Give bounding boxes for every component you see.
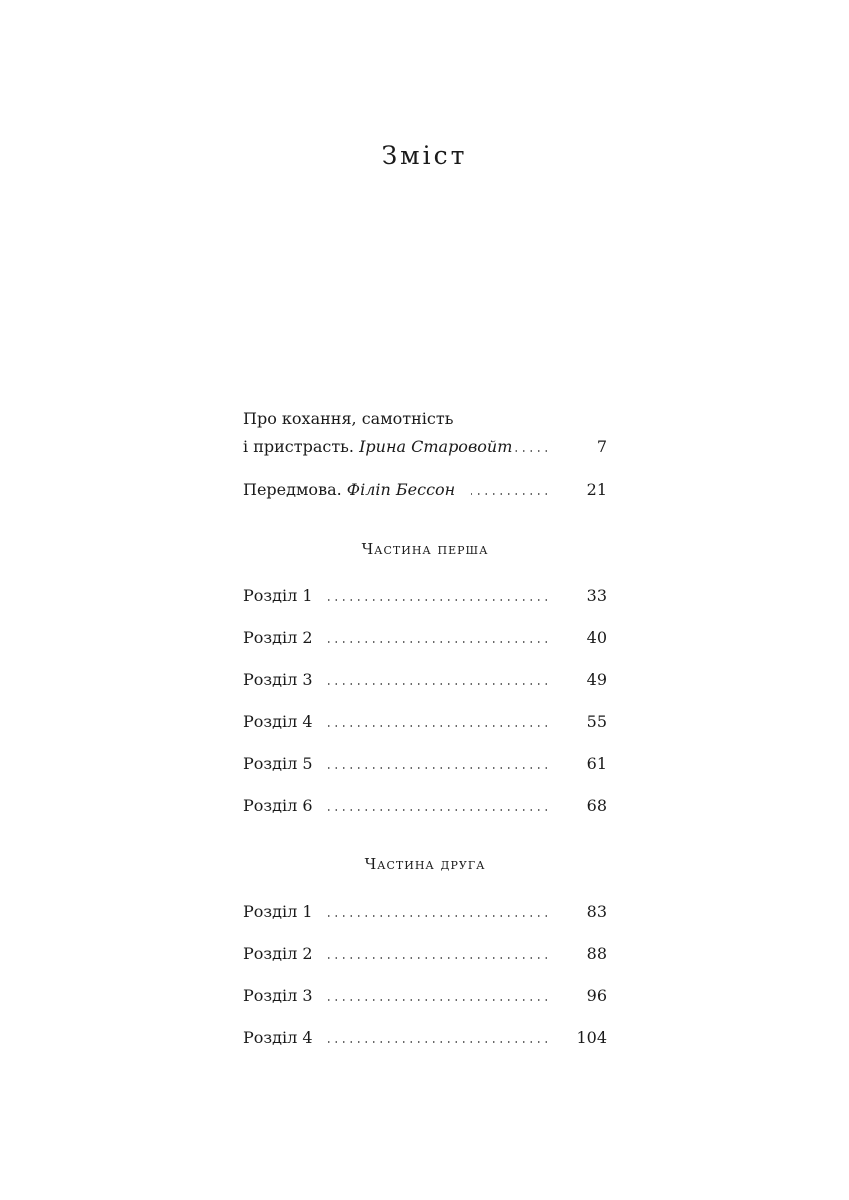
toc-entry-page: 96 [586, 986, 607, 1005]
toc-entry-label: Розділ 5 [243, 754, 313, 773]
page-title: Зміст [381, 141, 468, 170]
toc-entry-page: 40 [586, 628, 607, 647]
dot-leader [323, 999, 550, 1001]
toc-entry-label: Розділ 2 [243, 944, 313, 963]
toc-entry-part1-ch3[interactable] [243, 668, 607, 692]
toc-entry-author: Ірина Старовойт [359, 437, 513, 456]
toc-entry-part2-ch4[interactable] [243, 1026, 607, 1050]
toc-entry-part1-ch5[interactable] [243, 752, 607, 776]
toc-entry-page: 55 [586, 712, 607, 731]
toc-entry-page: 88 [586, 944, 607, 963]
toc-entry-part1-ch1[interactable] [243, 584, 607, 608]
toc-entry-part2-ch2[interactable] [243, 942, 607, 966]
dot-leader [323, 767, 550, 769]
toc-entry-part1-ch2[interactable] [243, 626, 607, 650]
toc-entry-label: Розділ 2 [243, 628, 313, 647]
toc-entry-author: Філіп Бессон [346, 480, 456, 499]
toc-entry-page: 49 [586, 670, 607, 689]
toc-entry-label: Розділ 6 [243, 796, 313, 815]
toc-entry-page: 68 [586, 796, 607, 815]
toc-entry-part2-ch1[interactable] [243, 900, 607, 924]
toc-entry-intro-1[interactable] [243, 407, 607, 463]
toc-entry-page: 21 [586, 480, 607, 499]
toc-entry-label [243, 435, 512, 459]
toc-entry-page: 83 [586, 902, 607, 921]
toc-entry-label: Розділ 1 [243, 902, 313, 921]
dot-leader [515, 450, 550, 452]
dot-leader [323, 1041, 550, 1043]
dot-leader [323, 683, 550, 685]
dot-leader [323, 957, 550, 959]
dot-leader [323, 599, 550, 601]
toc-entry-label-line1: Про кохання, самотність [243, 409, 454, 428]
toc-entry-intro-2[interactable] [243, 478, 607, 502]
dot-leader [471, 493, 550, 495]
toc-entry-page: 33 [586, 586, 607, 605]
toc-entry-label: Розділ 3 [243, 670, 313, 689]
toc-entry-label: Розділ 4 [243, 1028, 313, 1047]
dot-leader [323, 915, 550, 917]
toc-entry-page: 104 [576, 1028, 607, 1047]
dot-leader [323, 725, 550, 727]
part-heading-1: Частина перша [361, 540, 489, 558]
toc-entry-label-line2: і пристрасть. [243, 437, 354, 456]
dot-leader [323, 809, 550, 811]
toc-entry-part1-ch6[interactable] [243, 794, 607, 818]
toc-entry-label-text: Передмова. [243, 480, 342, 499]
toc-entry-label: Розділ 3 [243, 986, 313, 1005]
toc-entry-label [243, 478, 455, 502]
toc-entry-page: 7 [596, 437, 607, 456]
toc-entry-part2-ch3[interactable] [243, 984, 607, 1008]
dot-leader [323, 641, 550, 643]
toc-entry-label: Розділ 1 [243, 586, 313, 605]
toc-entry-page: 61 [586, 754, 607, 773]
toc-entry-label: Розділ 4 [243, 712, 313, 731]
toc-entry-part1-ch4[interactable] [243, 710, 607, 734]
part-heading-2: Частина друга [364, 855, 486, 873]
